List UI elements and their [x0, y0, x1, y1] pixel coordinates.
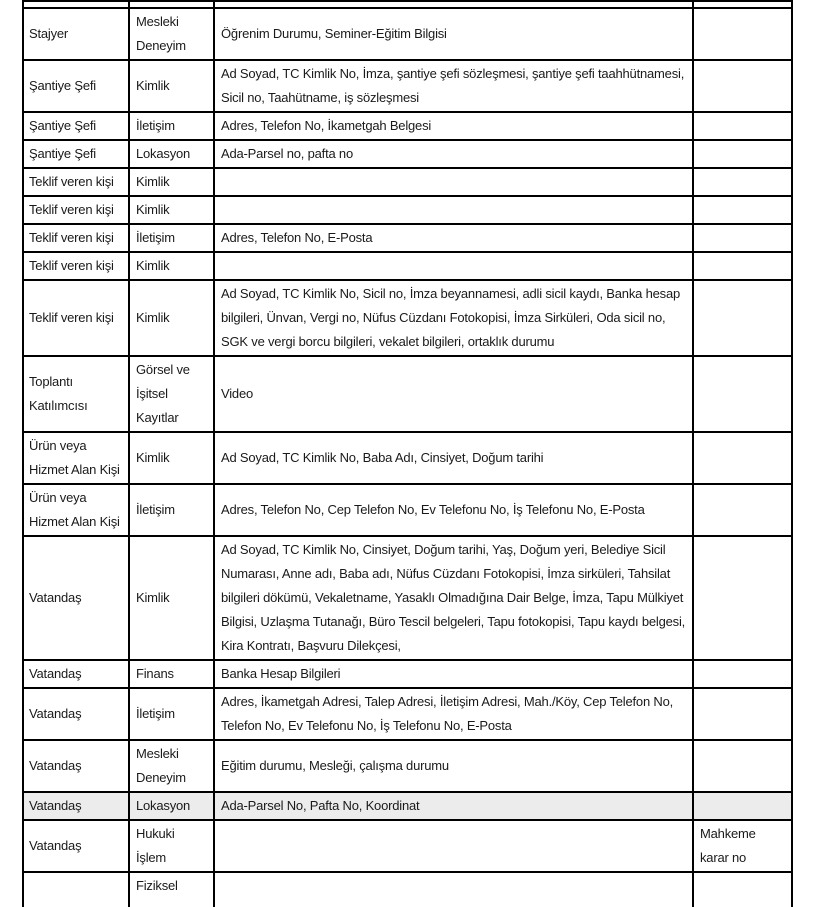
category-cell: Kimlik — [129, 60, 214, 112]
table-row — [23, 280, 792, 356]
table-row — [23, 196, 792, 224]
note-cell — [693, 8, 792, 60]
note-cell — [693, 60, 792, 112]
note-cell — [693, 484, 792, 536]
category-cell: Lokasyon — [129, 140, 214, 168]
note-cell — [693, 252, 792, 280]
role-cell — [23, 1, 129, 8]
category-cell: Finans — [129, 660, 214, 688]
details-cell: Adres, İkametgah Adresi, Talep Adresi, İletişim Adresi, Mah./Köy, Cep Telefon No, Telefon No, Ev Telefonu No, İş Telefonu No, E-Posta — [214, 688, 693, 740]
category-cell: Kimlik — [129, 432, 214, 484]
table-row — [23, 820, 792, 872]
role-cell — [23, 872, 129, 907]
details-cell — [214, 168, 693, 196]
details-cell — [214, 820, 693, 872]
role-cell: Vatandaş — [23, 792, 129, 820]
category-cell: Görsel ve İşitsel Kayıtlar — [129, 356, 214, 432]
role-cell: Şantiye Şefi — [23, 60, 129, 112]
note-cell — [693, 872, 792, 907]
role-cell: Şantiye Şefi — [23, 140, 129, 168]
category-cell: İletişim — [129, 112, 214, 140]
table-row — [23, 356, 792, 432]
note-cell — [693, 356, 792, 432]
note-cell — [693, 688, 792, 740]
table-row — [23, 660, 792, 688]
role-cell: Vatandaş — [23, 740, 129, 792]
category-cell: İletişim — [129, 484, 214, 536]
role-cell: Ürün veya Hizmet Alan Kişi — [23, 484, 129, 536]
details-cell: Ada-Parsel no, pafta no — [214, 140, 693, 168]
category-cell: Mesleki Deneyim — [129, 740, 214, 792]
details-cell: Ad Soyad, TC Kimlik No, Sicil no, İmza beyannamesi, adli sicil kaydı, Banka hesap bilgileri, Ünvan, Vergi no, Nüfus Cüzdanı Fotokopisi, İmza Sirküleri, Oda sicil no, SGK ve vergi borcu bilgileri, vekalet bilgileri, ortaklık durumu — [214, 280, 693, 356]
category-cell: Kimlik — [129, 196, 214, 224]
table-row — [23, 536, 792, 660]
role-cell: Stajyer — [23, 8, 129, 60]
note-cell — [693, 112, 792, 140]
table-row — [23, 688, 792, 740]
table-row-highlighted — [23, 792, 792, 820]
category-cell: İletişim — [129, 224, 214, 252]
role-cell: Teklif veren kişi — [23, 224, 129, 252]
details-cell: Adres, Telefon No, İkametgah Belgesi — [214, 112, 693, 140]
role-cell: Vatandaş — [23, 536, 129, 660]
table-row — [23, 60, 792, 112]
details-cell: Ad Soyad, TC Kimlik No, Cinsiyet, Doğum tarihi, Yaş, Doğum yeri, Belediye Sicil Numarası, Anne adı, Baba adı, Nüfus Cüzdanı Fotokopisi, İmza sirküleri, Tahsilat bilgileri dökümü, Vekaletname, Yasaklı Olmadığına Dair Belge, İmza, Tapu Mülkiyet Bilgisi, Uzlaşma Tutanağı, Büro Tescil belgeleri, Tapu fotokopisi, Tapu kaydı belgesi, Kira Kontratı, Başvuru Dilekçesi, — [214, 536, 693, 660]
role-cell: Ürün veya Hizmet Alan Kişi — [23, 432, 129, 484]
category-cell: İletişim — [129, 688, 214, 740]
note-cell — [693, 740, 792, 792]
table-row — [23, 484, 792, 536]
table-row — [23, 8, 792, 60]
details-cell: Ad Soyad, TC Kimlik No, Baba Adı, Cinsiyet, Doğum tarihi — [214, 432, 693, 484]
details-cell: Video — [214, 356, 693, 432]
table-row — [23, 252, 792, 280]
table-row — [23, 168, 792, 196]
category-cell: Kimlik — [129, 280, 214, 356]
note-cell — [693, 224, 792, 252]
details-cell: Adres, Telefon No, Cep Telefon No, Ev Telefonu No, İş Telefonu No, E-Posta — [214, 484, 693, 536]
role-cell: Vatandaş — [23, 688, 129, 740]
table-row — [23, 432, 792, 484]
note-cell — [693, 280, 792, 356]
category-cell: Kimlik — [129, 252, 214, 280]
personal-data-inventory-table — [22, 0, 793, 907]
category-cell: Mesleki Deneyim — [129, 8, 214, 60]
category-cell: Hukuki İşlem — [129, 820, 214, 872]
table-row — [23, 140, 792, 168]
role-cell: Teklif veren kişi — [23, 168, 129, 196]
note-cell: Mahkeme karar no — [693, 820, 792, 872]
note-cell — [693, 536, 792, 660]
details-cell — [214, 252, 693, 280]
role-cell: Şantiye Şefi — [23, 112, 129, 140]
table-row — [23, 872, 792, 907]
table-row — [23, 740, 792, 792]
role-cell: Teklif veren kişi — [23, 280, 129, 356]
note-cell — [693, 168, 792, 196]
category-cell: Fiziksel — [129, 872, 214, 907]
details-cell — [214, 1, 693, 8]
table-row — [23, 112, 792, 140]
details-cell: Ada-Parsel No, Pafta No, Koordinat — [214, 792, 693, 820]
category-cell: Kimlik — [129, 536, 214, 660]
role-cell: Teklif veren kişi — [23, 196, 129, 224]
details-cell — [214, 872, 693, 907]
details-cell: Banka Hesap Bilgileri — [214, 660, 693, 688]
role-cell: Vatandaş — [23, 660, 129, 688]
table-row — [23, 1, 792, 8]
role-cell: Toplantı Katılımcısı — [23, 356, 129, 432]
details-cell — [214, 196, 693, 224]
category-cell: Lokasyon — [129, 792, 214, 820]
note-cell — [693, 660, 792, 688]
note-cell — [693, 140, 792, 168]
note-cell — [693, 196, 792, 224]
note-cell — [693, 1, 792, 8]
details-cell: Adres, Telefon No, E-Posta — [214, 224, 693, 252]
role-cell: Vatandaş — [23, 820, 129, 872]
note-cell — [693, 792, 792, 820]
details-cell: Eğitim durumu, Mesleği, çalışma durumu — [214, 740, 693, 792]
role-cell: Teklif veren kişi — [23, 252, 129, 280]
category-cell — [129, 1, 214, 8]
details-cell: Ad Soyad, TC Kimlik No, İmza, şantiye şefi sözleşmesi, şantiye şefi taahhütnamesi, Sicil no, Taahütname, iş sözleşmesi — [214, 60, 693, 112]
category-cell: Kimlik — [129, 168, 214, 196]
table-row — [23, 224, 792, 252]
note-cell — [693, 432, 792, 484]
details-cell: Öğrenim Durumu, Seminer-Eğitim Bilgisi — [214, 8, 693, 60]
